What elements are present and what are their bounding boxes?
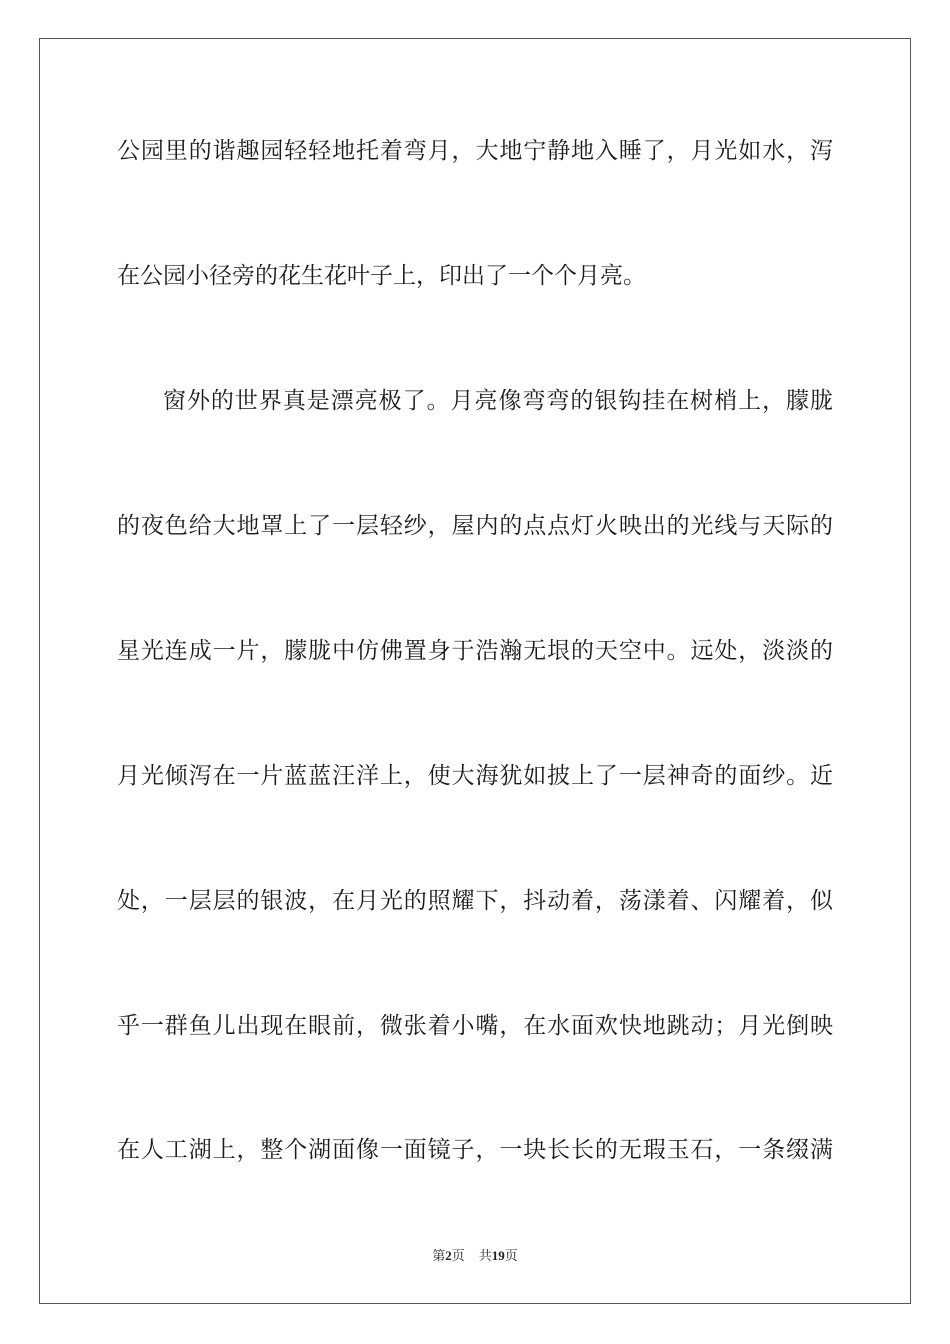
total-suffix: 页 — [504, 1249, 518, 1264]
text-line-5: 星光连成一片，朦胧中仿佛置身于浩瀚无垠的天空中。远处，淡淡的 — [117, 638, 833, 664]
page-suffix: 页 — [451, 1249, 465, 1264]
text-line-6: 月光倾泻在一片蓝蓝汪洋上，使大海犹如披上了一层神奇的面纱。近 — [117, 763, 833, 789]
text-line-8: 乎一群鱼儿出现在眼前，微张着小嘴，在水面欢快地跳动；月光倒映 — [117, 1013, 833, 1039]
text-line-7: 处，一层层的银波，在月光的照耀下，抖动着，荡漾着、闪耀着，似 — [117, 888, 833, 914]
text-line-3: 窗外的世界真是漂亮极了。月亮像弯弯的银钩挂在树梢上，朦胧 — [163, 388, 833, 414]
text-line-2: 在公园小径旁的花生花叶子上，印出了一个个月亮。 — [117, 263, 646, 289]
total-prefix: 共 — [478, 1249, 492, 1264]
text-line-4: 的夜色给大地罩上了一层轻纱，屋内的点点灯火映出的光线与天际的 — [117, 513, 833, 539]
page-footer — [0, 1248, 950, 1265]
page-border — [39, 38, 911, 1304]
text-line-1: 公园里的谐趣园轻轻地托着弯月，大地宁静地入睡了，月光如水，泻 — [117, 138, 833, 164]
total-pages: 19 — [491, 1248, 505, 1263]
page-prefix: 第 — [432, 1249, 446, 1264]
text-line-9: 在人工湖上，整个湖面像一面镜子，一块长长的无瑕玉石，一条缀满 — [117, 1137, 833, 1163]
page-number: 2 — [445, 1248, 452, 1263]
